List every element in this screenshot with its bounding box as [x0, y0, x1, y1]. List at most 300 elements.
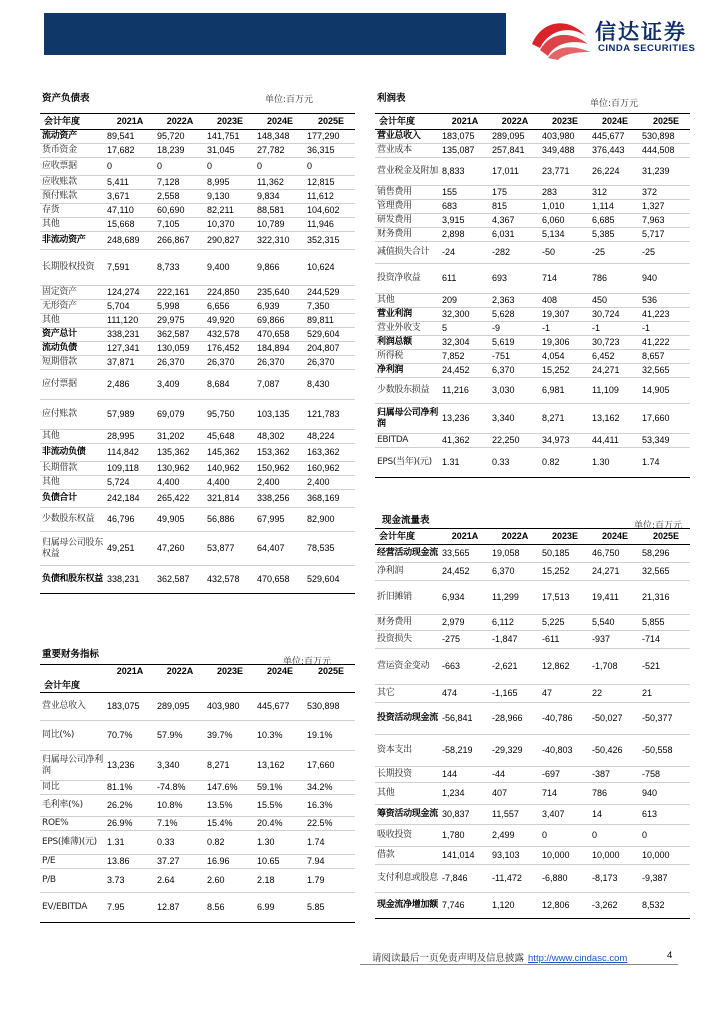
table-row	[40, 356, 355, 370]
cell-value: 89,541	[107, 131, 135, 141]
row-label: 长期投资	[377, 769, 412, 779]
cell-value: 470,658	[257, 574, 290, 584]
cell-value: 2,499	[492, 830, 515, 840]
table-row	[40, 370, 355, 400]
cell-value: 44,411	[592, 435, 619, 445]
table-row	[375, 242, 690, 264]
cell-value: 445,677	[257, 701, 290, 711]
cell-value: 11,216	[442, 385, 469, 395]
cell-value: 49,905	[157, 514, 185, 524]
table-row	[40, 462, 355, 476]
cell-value: 257,841	[492, 145, 525, 155]
row-label: 流动资产	[42, 131, 77, 141]
column-header: 2025E	[638, 529, 690, 545]
cell-value: 5,628	[492, 309, 515, 319]
cell-value: 130,962	[157, 463, 190, 473]
cell-value: 50,185	[542, 548, 570, 558]
column-header: 2023E	[203, 114, 253, 130]
cell-value: 17,011	[492, 166, 519, 176]
cell-value: 0	[157, 161, 163, 171]
table-row	[375, 294, 690, 308]
cell-value: 536	[642, 295, 658, 305]
cell-value: 28,995	[107, 431, 135, 441]
cell-value: 6,981	[542, 385, 565, 395]
cell-value: 1,010	[542, 201, 565, 211]
cell-value: 2.18	[257, 875, 275, 885]
cell-value: 36,315	[307, 145, 335, 155]
row-label: 折旧摊销	[377, 592, 412, 602]
table-row	[375, 158, 690, 186]
cell-value: 1.31	[442, 457, 460, 467]
cell-value: 1,120	[492, 900, 515, 910]
cell-value: 5,540	[592, 617, 615, 627]
cell-value: 714	[542, 273, 558, 283]
row-label: EPS(当年)(元)	[377, 457, 432, 467]
cell-value: 3,030	[492, 385, 515, 395]
row-label: 资产总计	[42, 329, 77, 339]
cell-value: 8.56	[207, 902, 225, 912]
cell-value: 12,815	[307, 177, 335, 187]
table-row	[375, 336, 690, 350]
row-label: 吸收投资	[377, 830, 412, 840]
cell-value: 235,640	[257, 287, 290, 297]
cell-value: 135,087	[442, 145, 475, 155]
cell-value: 53,877	[207, 543, 235, 553]
cell-value: 3,340	[157, 760, 180, 770]
cell-value: 59.1%	[257, 782, 283, 792]
cell-value: 5.85	[307, 902, 325, 912]
cell-value: 6.99	[257, 902, 275, 912]
cell-value: 2,400	[307, 477, 330, 487]
row-label: 归属母公司净利润	[377, 407, 438, 429]
cell-value: 11,109	[592, 385, 619, 395]
table-row	[40, 721, 355, 751]
cell-value: 30,723	[592, 337, 620, 347]
cell-value: 530,898	[642, 131, 675, 141]
row-label: 应收账款	[42, 177, 77, 187]
cell-value: 10,624	[307, 262, 335, 272]
cell-value: 1,114	[592, 201, 614, 211]
cell-value: 19,307	[542, 309, 570, 319]
row-label: 所得税	[377, 351, 404, 361]
cell-value: 432,578	[207, 329, 240, 339]
table-row	[375, 378, 690, 404]
cell-value: 1.31	[107, 837, 125, 847]
table-row	[375, 434, 690, 448]
row-label: 研发费用	[377, 215, 412, 225]
table-row	[375, 130, 690, 144]
row-label: 少数股东损益	[377, 385, 430, 395]
cell-value: 26.9%	[107, 818, 133, 828]
cell-value: 1.74	[642, 457, 660, 467]
cell-value: 15,668	[107, 219, 135, 229]
cell-value: 19,306	[542, 337, 570, 347]
cell-value: 338,256	[257, 493, 290, 503]
cell-value: 0	[642, 830, 648, 840]
table-row	[40, 232, 355, 250]
key-metrics-unit: 单位:百万元	[283, 657, 332, 667]
cell-value: 70.7%	[107, 730, 133, 740]
row-label: 长期借款	[42, 463, 77, 473]
cell-value: 8,271	[542, 413, 565, 423]
cell-value: 18,239	[157, 145, 185, 155]
table-row	[375, 847, 690, 865]
cell-value: 368,169	[307, 493, 340, 503]
row-label: 应付票据	[42, 379, 77, 389]
cell-value: 5,385	[592, 229, 615, 239]
cell-value: 362,587	[157, 329, 190, 339]
cell-value: 338,231	[107, 329, 140, 339]
key-metrics-title: 重要财务指标	[42, 649, 100, 660]
cell-value: 12.87	[157, 902, 180, 912]
table-row	[40, 314, 355, 328]
cell-value: 7,087	[257, 379, 280, 389]
table-row	[375, 735, 690, 767]
cell-value: 47	[542, 688, 553, 698]
column-header: 2022A	[153, 665, 203, 679]
cell-value: 1.79	[307, 875, 325, 885]
cell-value: 46,796	[107, 514, 135, 524]
cell-value: 7,350	[307, 301, 330, 311]
row-label: 货币资金	[42, 145, 77, 155]
table-row	[375, 615, 690, 631]
key-metrics-table	[40, 664, 355, 923]
row-label: 其他	[377, 295, 395, 305]
cell-value: 3,340	[492, 413, 515, 423]
table-row	[375, 200, 690, 214]
cell-value: 15,252	[542, 566, 570, 576]
cell-value: 611	[442, 273, 457, 283]
cell-value: 57,989	[107, 409, 135, 419]
cell-value: 6,031	[492, 229, 515, 239]
row-label: 毛利率(%)	[42, 800, 83, 810]
cell-value: 11,946	[307, 219, 334, 229]
cell-value: 14	[592, 809, 603, 819]
row-label: 应付账款	[42, 409, 77, 419]
cell-value: 34.2%	[307, 782, 333, 792]
cell-value: 26,224	[592, 166, 620, 176]
cell-value: 140,962	[207, 463, 240, 473]
cell-value: 2,486	[107, 379, 130, 389]
cell-value: 362,587	[157, 574, 190, 584]
cell-value: 693	[492, 273, 508, 283]
cell-value: 338,231	[107, 574, 140, 584]
cell-value: 2,898	[442, 229, 465, 239]
cell-value: -24	[442, 247, 456, 257]
table-row	[40, 300, 355, 314]
cell-value: 5,855	[642, 617, 665, 627]
table-row	[40, 795, 355, 817]
cell-value: 29,975	[157, 315, 185, 325]
cell-value: 683	[442, 201, 458, 211]
cell-value: 13,162	[592, 413, 620, 423]
row-label: 筹资活动现金流	[377, 809, 438, 819]
cell-value: 7,105	[157, 219, 180, 229]
table-row	[40, 476, 355, 490]
cell-value: 786	[592, 273, 608, 283]
column-header: 2021A	[438, 114, 488, 130]
cell-value: 23,771	[542, 166, 570, 176]
row-label: 同比(%)	[42, 730, 75, 740]
logo-text-en: CINDA SECURITIES	[598, 43, 696, 54]
table-row	[375, 893, 690, 919]
cell-value: 183,075	[442, 131, 475, 141]
table-row	[375, 685, 690, 703]
row-label: 投资净收益	[377, 273, 421, 283]
cell-value: 289,095	[492, 131, 525, 141]
table-row	[40, 693, 355, 721]
cell-value: 15.5%	[257, 800, 283, 810]
cell-value: 10.65	[257, 856, 280, 866]
table-row	[375, 144, 690, 158]
cell-value: 81.1%	[107, 782, 133, 792]
cell-value: 0	[307, 161, 313, 171]
cell-value: -758	[642, 769, 661, 779]
cell-value: 26,370	[207, 357, 235, 367]
cell-value: 2,979	[442, 617, 465, 627]
cell-value: -7,846	[442, 873, 468, 883]
cell-value: 41,362	[442, 435, 470, 445]
cell-value: 13,236	[107, 760, 135, 770]
cell-value: 82,900	[307, 514, 335, 524]
cell-value: 1,780	[442, 830, 465, 840]
cell-value: 41,223	[642, 309, 670, 319]
cell-value: 155	[442, 187, 458, 197]
column-header: 2025E	[303, 665, 355, 679]
cell-value: 114,842	[107, 447, 139, 457]
cell-value: 474	[442, 688, 458, 698]
cell-value: 141,014	[442, 850, 475, 860]
row-label: 预付账款	[42, 191, 77, 201]
row-label: 归属母公司股东权益	[42, 537, 103, 559]
cell-value: 352,315	[307, 235, 340, 245]
cell-value: 7,746	[442, 900, 465, 910]
row-label: P/B	[42, 875, 56, 885]
cell-value: 26,370	[257, 357, 285, 367]
cell-value: 209	[442, 295, 458, 305]
row-label: 流动负债	[42, 343, 77, 353]
cell-value: 121,783	[307, 409, 340, 419]
cell-value: 242,184	[107, 493, 140, 503]
cell-value: 407	[492, 788, 508, 798]
cell-value: 470,658	[257, 329, 290, 339]
cell-value: 0	[592, 830, 598, 840]
table-row	[40, 869, 355, 893]
cell-value: -9	[492, 323, 501, 333]
cell-value: 26,370	[157, 357, 185, 367]
cell-value: 222,161	[157, 287, 190, 297]
cell-value: 17,513	[542, 592, 570, 602]
cell-value: -611	[542, 634, 560, 644]
column-header: 2024E	[253, 114, 303, 130]
table-row	[40, 158, 355, 176]
cell-value: 0.82	[207, 837, 225, 847]
cell-value: 3,409	[157, 379, 180, 389]
income-statement-title: 利润表	[377, 93, 406, 104]
cell-value: 24,452	[442, 365, 470, 375]
cell-value: 0	[257, 161, 263, 171]
cell-value: 2.64	[157, 875, 175, 885]
cell-value: 7,128	[157, 177, 180, 187]
row-label: 减值损失合计	[377, 247, 430, 257]
table-row	[40, 781, 355, 795]
cell-value: 248,689	[107, 235, 140, 245]
row-label: 利润总额	[377, 337, 412, 347]
balance-sheet-unit: 单位:百万元	[265, 95, 314, 105]
cell-value: 4,367	[492, 215, 515, 225]
table-row	[375, 703, 690, 735]
cell-value: 22.5%	[307, 818, 333, 828]
cell-value: 31,202	[157, 431, 185, 441]
cell-value: 19,411	[592, 592, 619, 602]
table-row	[375, 364, 690, 378]
column-header: 2021A	[103, 114, 153, 130]
table-row	[40, 144, 355, 158]
cell-value: 8,833	[442, 166, 465, 176]
cell-value: 69,079	[157, 409, 185, 419]
table-row	[375, 631, 690, 649]
cell-value: 24,271	[592, 365, 620, 375]
cell-value: 432,578	[207, 574, 240, 584]
cell-value: 89,811	[307, 315, 334, 325]
column-header: 2023E	[538, 114, 588, 130]
table-row	[375, 228, 690, 242]
cell-value: 49,251	[107, 543, 135, 553]
cell-value: 103,135	[257, 409, 290, 419]
cell-value: 69,866	[257, 315, 285, 325]
cell-value: 289,095	[157, 701, 190, 711]
cell-value: 6,685	[592, 215, 615, 225]
cell-value: -8,173	[592, 873, 618, 883]
cell-value: 0.33	[492, 457, 510, 467]
cell-value: 312	[592, 187, 608, 197]
cell-value: 32,300	[442, 309, 470, 319]
cell-value: 349,488	[542, 145, 575, 155]
cell-value: -11,472	[492, 873, 522, 883]
cell-value: 34,973	[542, 435, 570, 445]
column-header: 2024E	[253, 665, 303, 679]
cell-value: 322,310	[257, 235, 290, 245]
cell-value: 8,684	[207, 379, 230, 389]
row-label: 财务费用	[377, 229, 412, 239]
cell-value: 4,400	[157, 477, 180, 487]
cell-value: 15,252	[542, 365, 570, 375]
cell-value: 39.7%	[207, 730, 233, 740]
table-row	[375, 563, 690, 581]
table-row	[40, 190, 355, 204]
cell-value: 403,980	[207, 701, 240, 711]
cell-value: 24,271	[592, 566, 620, 576]
header-label: 会计年度	[375, 529, 438, 545]
cell-value: 175	[492, 187, 508, 197]
cell-value: 10,000	[592, 850, 620, 860]
cell-value: -1,847	[492, 634, 518, 644]
cell-value: 6,656	[207, 301, 230, 311]
cell-value: 11,362	[257, 177, 284, 187]
cell-value: -387	[592, 769, 611, 779]
cell-value: 12,862	[542, 661, 570, 671]
cell-value: -521	[642, 661, 661, 671]
table-row	[375, 350, 690, 364]
cell-value: 6,060	[542, 215, 565, 225]
cell-value: 14,905	[642, 385, 670, 395]
column-header: 2022A	[153, 114, 203, 130]
column-header: 2023E	[538, 529, 588, 545]
cell-value: 8,532	[642, 900, 665, 910]
cell-value: -25	[642, 247, 656, 257]
cell-value: 529,604	[307, 574, 340, 584]
page-number: 4	[667, 950, 673, 961]
header-label: 会计年度	[40, 679, 103, 693]
cell-value: 0.82	[542, 457, 560, 467]
row-label: 其他	[42, 315, 60, 325]
table-row	[375, 308, 690, 322]
cell-value: 49,920	[207, 315, 235, 325]
cell-value: -28,966	[492, 713, 523, 723]
cell-value: -40,786	[542, 713, 573, 723]
cell-value: 9,866	[257, 262, 280, 272]
cell-value: 45,648	[207, 431, 235, 441]
cell-value: 37,871	[107, 357, 135, 367]
cell-value: 60,690	[157, 205, 185, 215]
row-label: 净利润	[377, 365, 404, 375]
cinda-swoosh-icon	[528, 14, 592, 60]
cell-value: 67,995	[257, 514, 285, 524]
cell-value: 321,814	[207, 493, 240, 503]
cell-value: -1,165	[492, 688, 518, 698]
cell-value: -1	[592, 323, 601, 333]
table-row	[375, 448, 690, 478]
cell-value: -50	[542, 247, 556, 257]
row-label: 非流动负债	[42, 447, 86, 457]
cell-value: -1	[542, 323, 551, 333]
cell-value: 111,120	[107, 315, 139, 325]
cell-value: 26,370	[307, 357, 335, 367]
cell-value: 2.60	[207, 875, 225, 885]
cell-value: 445,677	[592, 131, 625, 141]
column-header: 2022A	[488, 114, 538, 130]
cell-value: 283	[542, 187, 558, 197]
row-label: 营运资金变动	[377, 661, 430, 671]
cell-value: 144	[442, 769, 458, 779]
cell-value: -56,841	[442, 713, 473, 723]
row-label: 净利润	[377, 566, 404, 576]
cell-value: 7,963	[642, 215, 665, 225]
cell-value: 10,370	[207, 219, 235, 229]
cell-value: 1.74	[307, 837, 325, 847]
cell-value: 1,327	[642, 201, 665, 211]
table-row	[40, 430, 355, 444]
cell-value: 33,565	[442, 548, 470, 558]
cell-value: 290,827	[207, 235, 240, 245]
cell-value: 48,302	[257, 431, 285, 441]
cell-value: 7.94	[307, 856, 325, 866]
cell-value: 82,211	[207, 205, 234, 215]
table-row	[375, 264, 690, 294]
cell-value: 204,807	[307, 343, 340, 353]
footer-url-link[interactable]: http://www.cindasc.com	[528, 953, 628, 964]
cell-value: 8,733	[157, 262, 180, 272]
cell-value: 184,894	[257, 343, 290, 353]
cell-value: 5,724	[107, 477, 130, 487]
cell-value: 7.95	[107, 902, 125, 912]
row-label: 存货	[42, 205, 60, 215]
cell-value: 163,362	[307, 447, 340, 457]
table-row	[40, 831, 355, 855]
balance-sheet-title: 资产负债表	[42, 93, 90, 104]
table-row	[40, 204, 355, 218]
cell-value: -50,027	[592, 713, 623, 723]
